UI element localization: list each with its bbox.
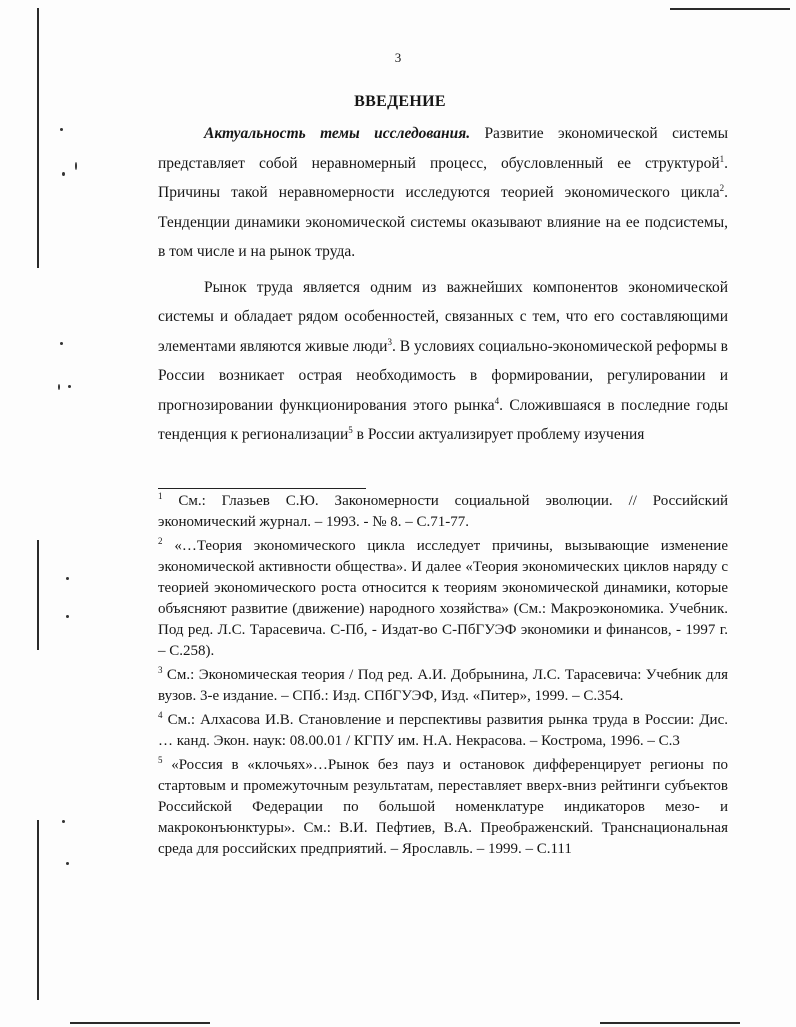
paragraph-text: в России актуализирует проблему изучения [352, 426, 645, 443]
footnote-text: См.: Алхасова И.В. Становление и перспективы развития рынка труда в России: Дис. … канд. Экон. наук: 08.00.01 / КГПУ им. Н.А. Некрасова. – Кострома, 1996. – С.3 [158, 712, 728, 749]
footnote-5 [158, 755, 728, 860]
scan-speck [68, 385, 71, 388]
footnote-2 [158, 536, 728, 662]
footnote-4 [158, 710, 728, 752]
scan-speck [62, 172, 65, 176]
paragraph-text: Рынок труда является одним из важнейших компонентов экономической системы и обладает рядом особенностей, связанных с тем, что его составляющими элементами являются живые люди [158, 278, 728, 355]
scan-bottom-edge [70, 1022, 210, 1024]
footnote-1 [158, 491, 728, 533]
scan-speck [75, 162, 77, 170]
footnote-ref: 2 [719, 182, 725, 193]
paragraph-text: . Сложившаяся в последние годы тенденция к регионализации [158, 396, 728, 443]
footnote-text: «Россия в «клочьях»…Рынок без пауз и остановок дифференцирует регионы по стартовым и промежуточным результатам, переставляет вверх-вниз рейтинги субъектов Российской Федерации по большой номенклатуре индикаторов мезо- и макроконъюнктуры». См.: В.И. Пефтиев, В.А. Преображенский. Транснациональная среда для российских предприятий. – Ярославль. – 1999. – С.111 [158, 757, 728, 857]
footnote-text: См.: Глазьев С.Ю. Закономерности социальной эволюции. // Российский экономический журнал. – 1993. - № 8. – С.71-77. [158, 493, 728, 530]
footnote-separator [158, 488, 366, 489]
scan-speck [66, 862, 69, 865]
footnote-number: 1 [158, 491, 163, 501]
footnote-ref: 1 [719, 153, 725, 164]
scan-margin-line [37, 540, 39, 650]
footnote-text: «…Теория экономического цикла исследует причины, вызывающие изменение экономической активности общества». И далее «Теория экономических циклов наряду с теорией экономического роста относится к теориям экономической динамики, которые объясняют развитие (движение) народного хозяйства» (См.: Макроэкономика. Учебник. Под ред. Л.С. Тарасевича. С-Пб, - Издат-во С-ПбГУЭФ экономики и финансов, - 1997 г. – С.258). [158, 538, 728, 659]
scan-speck [60, 128, 63, 131]
footnote-3 [158, 665, 728, 707]
main-text [158, 119, 728, 450]
footnotes [158, 491, 728, 863]
page-number: 3 [394, 50, 402, 65]
scan-speck [62, 820, 65, 823]
scan-margin-line [37, 820, 39, 1000]
footnote-ref: 4 [494, 395, 500, 406]
scan-speck [60, 342, 63, 345]
paragraph-text: . Тенденции динамики экономической системы оказывают влияние на ее подсистемы, в том числе и на рынок труда. [158, 184, 728, 260]
scan-margin-line [37, 8, 39, 268]
paragraph-text: Развитие экономической системы представляет собой неравномерный процесс, обусловленный ее структурой [158, 125, 729, 172]
paragraph-lead: Актуальность темы исследования. [204, 125, 471, 142]
paragraph-relevance [158, 119, 728, 267]
scan-top-edge [670, 8, 790, 10]
footnote-number: 3 [158, 665, 163, 675]
paragraph-labor-market [158, 273, 728, 450]
footnote-number: 2 [158, 536, 163, 546]
scan-speck [66, 615, 69, 618]
footnote-text: См.: Экономическая теория / Под ред. А.И. Добрынина, Л.С. Тарасевича: Учебник для вузов. 3-е издание. – СПб.: Изд. СПбГУЭФ, Изд. «Питер», 1999. – С.354. [158, 667, 728, 704]
scan-speck [66, 577, 69, 580]
scan-bottom-edge [600, 1022, 740, 1024]
footnote-ref: 5 [348, 424, 353, 435]
paragraph-text: . Причины такой неравномерности исследуются теорией экономического цикла [158, 154, 728, 201]
footnote-ref: 3 [387, 336, 392, 347]
paragraph-text: . В условиях социально-экономической реформы в России возникает острая необходимость в формировании, регулировании и прогнозировании функционирования этого рынка [158, 337, 728, 414]
scan-speck [58, 384, 60, 390]
footnote-number: 4 [158, 710, 163, 720]
section-title: ВВЕДЕНИЕ [354, 93, 446, 110]
footnote-number: 5 [158, 755, 163, 765]
